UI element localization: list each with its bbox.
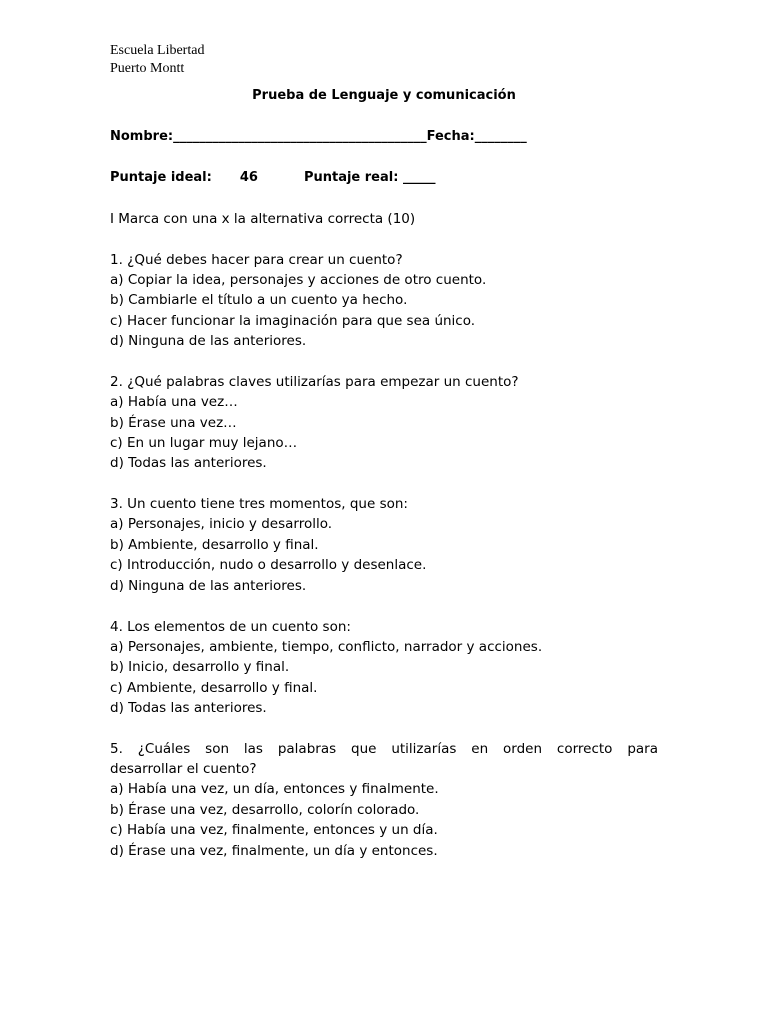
q3-option-c: c) Introducción, nudo o desarrollo y desenlace. — [110, 557, 427, 573]
q4-option-a: a) Personajes, ambiente, tiempo, conflicto, narrador y acciones. — [110, 639, 543, 655]
q5-option-a: a) Había una vez, un día, entonces y finalmente. — [110, 781, 439, 797]
q1-option-b: b) Cambiarle el título a un cuento ya hecho. — [110, 292, 408, 308]
date-label: Fecha: — [426, 129, 475, 144]
school-city: Puerto Montt — [110, 61, 185, 76]
q1-option-c: c) Hacer funcionar la imaginación para que sea único. — [110, 313, 476, 329]
question-5-line-1: 5. ¿Cuáles son las palabras que utilizarías en orden correcto para — [110, 741, 658, 757]
q3-option-b: b) Ambiente, desarrollo y final. — [110, 537, 319, 553]
score-row — [110, 170, 435, 185]
question-4: 4. Los elementos de un cuento son: — [110, 619, 351, 635]
q4-option-b: b) Inicio, desarrollo y final. — [110, 659, 290, 675]
question-2: 2. ¿Qué palabras claves utilizarías para empezar un cuento? — [110, 374, 519, 390]
question-1: 1. ¿Qué debes hacer para crear un cuento? — [110, 252, 403, 268]
school-name: Escuela Libertad — [110, 43, 205, 58]
date-blank: ________ — [474, 129, 527, 144]
name-date-row — [110, 129, 527, 144]
q3-option-a: a) Personajes, inicio y desarrollo. — [110, 516, 333, 532]
ideal-score-label: Puntaje ideal: — [110, 170, 212, 185]
q3-option-d: d) Ninguna de las anteriores. — [110, 578, 307, 594]
q1-option-a: a) Copiar la idea, personajes y acciones de otro cuento. — [110, 272, 487, 288]
name-blank: _______________________________________ — [173, 129, 427, 144]
q5-option-b: b) Érase una vez, desarrollo, colorín colorado. — [110, 802, 420, 818]
instructions: I Marca con una x la alternativa correcta (10) — [110, 211, 416, 227]
q2-option-b: b) Érase una vez… — [110, 415, 237, 431]
q4-option-d: d) Todas las anteriores. — [110, 700, 267, 716]
q2-option-a: a) Había una vez… — [110, 394, 238, 410]
question-5-line-2: desarrollar el cuento? — [110, 761, 257, 777]
question-3: 3. Un cuento tiene tres momentos, que son: — [110, 496, 408, 512]
q5-option-d: d) Érase una vez, finalmente, un día y entonces. — [110, 843, 438, 859]
ideal-score-value: 46 — [239, 170, 258, 185]
q4-option-c: c) Ambiente, desarrollo y final. — [110, 680, 318, 696]
real-score-label: Puntaje real: — [303, 170, 399, 185]
real-score-blank: _____ — [402, 170, 436, 185]
name-label: Nombre: — [110, 129, 174, 144]
exam-title: Prueba de Lenguaje y comunicación — [252, 88, 516, 103]
q2-option-c: c) En un lugar muy lejano… — [110, 435, 298, 451]
q1-option-d: d) Ninguna de las anteriores. — [110, 333, 307, 349]
q5-option-c: c) Había una vez, finalmente, entonces y un día. — [110, 822, 438, 838]
q2-option-d: d) Todas las anteriores. — [110, 455, 267, 471]
